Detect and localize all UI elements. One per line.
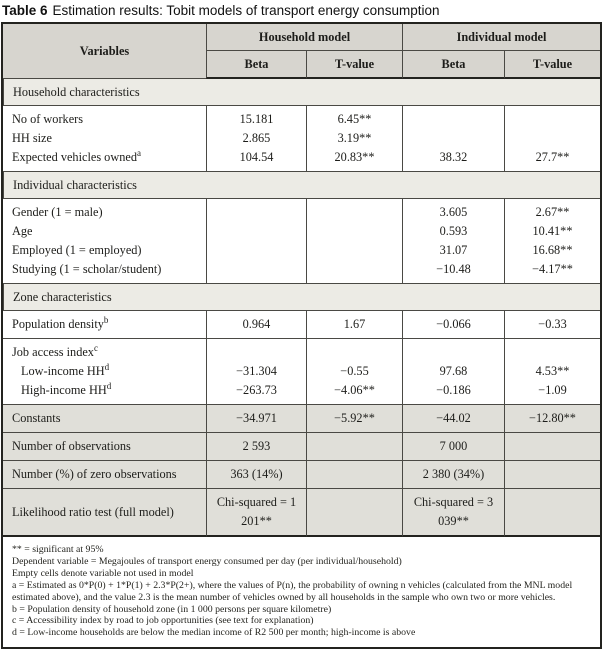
- cell-line: [509, 129, 596, 148]
- cell-line: 16.68**: [532, 243, 573, 257]
- cell-line: [311, 260, 398, 279]
- footnote-line: b = Population density of household zone (in 1 000 persons per square kilometre): [12, 603, 332, 615]
- footnote-line: ** = significant at 95%: [12, 544, 104, 555]
- cell-line: [211, 222, 302, 241]
- cell-line: [407, 343, 500, 362]
- header-beta-household: Beta: [206, 51, 306, 79]
- value-cell: −34.971: [206, 405, 306, 433]
- cell-line: 6.45**: [337, 112, 372, 126]
- table-title-text: Estimation results: Tobit models of transport energy consumption: [52, 3, 440, 18]
- value-cell: [504, 489, 600, 537]
- header-group-individual: Individual model: [402, 24, 600, 51]
- cell-line: [407, 129, 500, 148]
- cell-line: 31.07: [439, 243, 468, 257]
- superscript-marker: b: [103, 314, 109, 325]
- value-cell: 0.964: [206, 311, 306, 339]
- variables-cell: Constants: [3, 405, 206, 433]
- cell-line: [311, 203, 398, 222]
- variables-cell: [3, 106, 206, 172]
- header-tvalue-individual: T-value: [504, 51, 600, 79]
- value-cell: [206, 106, 306, 172]
- value-cell: Chi-squared = 3 039**: [402, 489, 504, 537]
- cell-line: Expected vehicles owned$^a$: [12, 147, 141, 164]
- value-cell: −0.33: [504, 311, 600, 339]
- value-cell: 2 593: [206, 433, 306, 461]
- header-beta-individual: Beta: [402, 51, 504, 79]
- cell-line: −10.48: [436, 262, 471, 276]
- cell-line: No of workers: [12, 112, 84, 126]
- cell-line: −31.304: [236, 364, 277, 378]
- value-cell: [306, 199, 402, 284]
- cell-line: 4.53**: [535, 364, 570, 378]
- value-cell: Chi-squared = 1 201**: [206, 489, 306, 537]
- cell-line: 3.19**: [337, 131, 372, 145]
- variables-cell: [3, 311, 206, 339]
- cell-line: Studying (1 = scholar/student): [12, 262, 162, 276]
- footnote-line: c = Accessibility index by road to job opportunities (see text for explanation): [12, 615, 314, 627]
- value-cell: −5.92**: [306, 405, 402, 433]
- footnote-line: d = Low-income households are below the median income of R2 500 per month; high-income is above: [12, 627, 416, 639]
- value-cell: [402, 199, 504, 284]
- cell-line: 3.605: [439, 205, 468, 219]
- cell-line: −0.55: [340, 364, 369, 378]
- value-cell: [504, 433, 600, 461]
- value-cell: [306, 489, 402, 537]
- footnote-line: a = Estimated as 0*P(0) + 1*P(1) + 2.3*P(2+), where the values of P(n), the probability of owning n vehicles (calculated from the MNL model estimated above), and the value 2.3 is the mean number of vehicles owned by all households in the sample who own two or more vehicles.: [12, 579, 573, 603]
- value-cell: [306, 106, 402, 172]
- cell-line: 20.83**: [334, 150, 375, 164]
- footnotes-block: [3, 537, 600, 647]
- section-row-zone: Zone characteristics: [3, 284, 600, 311]
- superscript-marker: c: [93, 342, 98, 353]
- cell-line: Gender (1 = male): [12, 205, 103, 219]
- cell-line: [211, 260, 302, 279]
- superscript-marker: d: [104, 361, 110, 372]
- cell-line: [311, 241, 398, 260]
- table-number: Table 6: [2, 3, 48, 18]
- header-group-household: Household model: [206, 24, 402, 51]
- cell-line: 2.67**: [535, 205, 570, 219]
- cell-line: [509, 110, 596, 129]
- value-cell: [306, 433, 402, 461]
- cell-line: [407, 110, 500, 129]
- table-caption: [2, 3, 604, 18]
- value-cell: 2 380 (34%): [402, 461, 504, 489]
- cell-line: High-income $HH^d$: [21, 380, 112, 397]
- cell-line: Employed (1 = employed): [12, 243, 142, 257]
- superscript-marker: d: [106, 380, 112, 391]
- variables-cell: Number of observations: [3, 433, 206, 461]
- cell-line: Job access index$^c$: [12, 342, 98, 359]
- cell-line: [311, 343, 398, 362]
- value-cell: [504, 461, 600, 489]
- cell-line: 104.54: [239, 150, 274, 164]
- variables-cell: [3, 339, 206, 405]
- cell-line: Low-income $HH^d$: [21, 361, 110, 378]
- cell-line: 97.68: [439, 364, 468, 378]
- cell-line: −0.186: [436, 383, 471, 397]
- footnote-line: Empty cells denote variable not used in model: [12, 567, 194, 579]
- section-row-individual: Individual characteristics: [3, 172, 600, 199]
- value-cell: [504, 106, 600, 172]
- cell-line: 27.7**: [535, 150, 570, 164]
- value-cell: −0.066: [402, 311, 504, 339]
- cell-line: [311, 222, 398, 241]
- cell-line: [509, 343, 596, 362]
- cell-line: [211, 203, 302, 222]
- header-tvalue-household: T-value: [306, 51, 402, 79]
- value-cell: [306, 339, 402, 405]
- cell-line: 10.41**: [532, 224, 573, 238]
- footnote-line: Dependent variable = Megajoules of transport energy consumed per day (per individual/household): [12, 555, 402, 567]
- value-cell: −44.02: [402, 405, 504, 433]
- cell-line: [211, 241, 302, 260]
- superscript-marker: a: [136, 147, 141, 158]
- cell-line: −4.06**: [334, 383, 375, 397]
- value-cell: 7 000: [402, 433, 504, 461]
- value-cell: [504, 339, 600, 405]
- section-row-household: Household characteristics: [3, 79, 600, 106]
- table-grid: [3, 24, 600, 537]
- variables-cell: Likelihood ratio test (full model): [3, 489, 206, 537]
- value-cell: [206, 199, 306, 284]
- cell-line: −4.17**: [532, 262, 573, 276]
- cell-line: 2.865: [242, 131, 271, 145]
- value-cell: [306, 461, 402, 489]
- variables-cell: [3, 199, 206, 284]
- variables-cell: Number (%) of zero observations: [3, 461, 206, 489]
- value-cell: [402, 339, 504, 405]
- header-variables: Variables: [3, 24, 206, 79]
- value-cell: [504, 199, 600, 284]
- value-cell: [402, 106, 504, 172]
- cell-line: Population density$^b$: [12, 314, 109, 331]
- cell-line: −1.09: [538, 383, 567, 397]
- results-table: [1, 22, 602, 649]
- value-cell: [206, 339, 306, 405]
- cell-line: 0.593: [439, 224, 468, 238]
- cell-line: [211, 343, 302, 362]
- cell-line: HH size: [12, 131, 52, 145]
- cell-line: Age: [12, 224, 33, 238]
- cell-line: 38.32: [439, 150, 468, 164]
- cell-line: −263.73: [236, 383, 277, 397]
- cell-line: 15.181: [239, 112, 274, 126]
- value-cell: 1.67: [306, 311, 402, 339]
- value-cell: 363 (14%): [206, 461, 306, 489]
- value-cell: −12.80**: [504, 405, 600, 433]
